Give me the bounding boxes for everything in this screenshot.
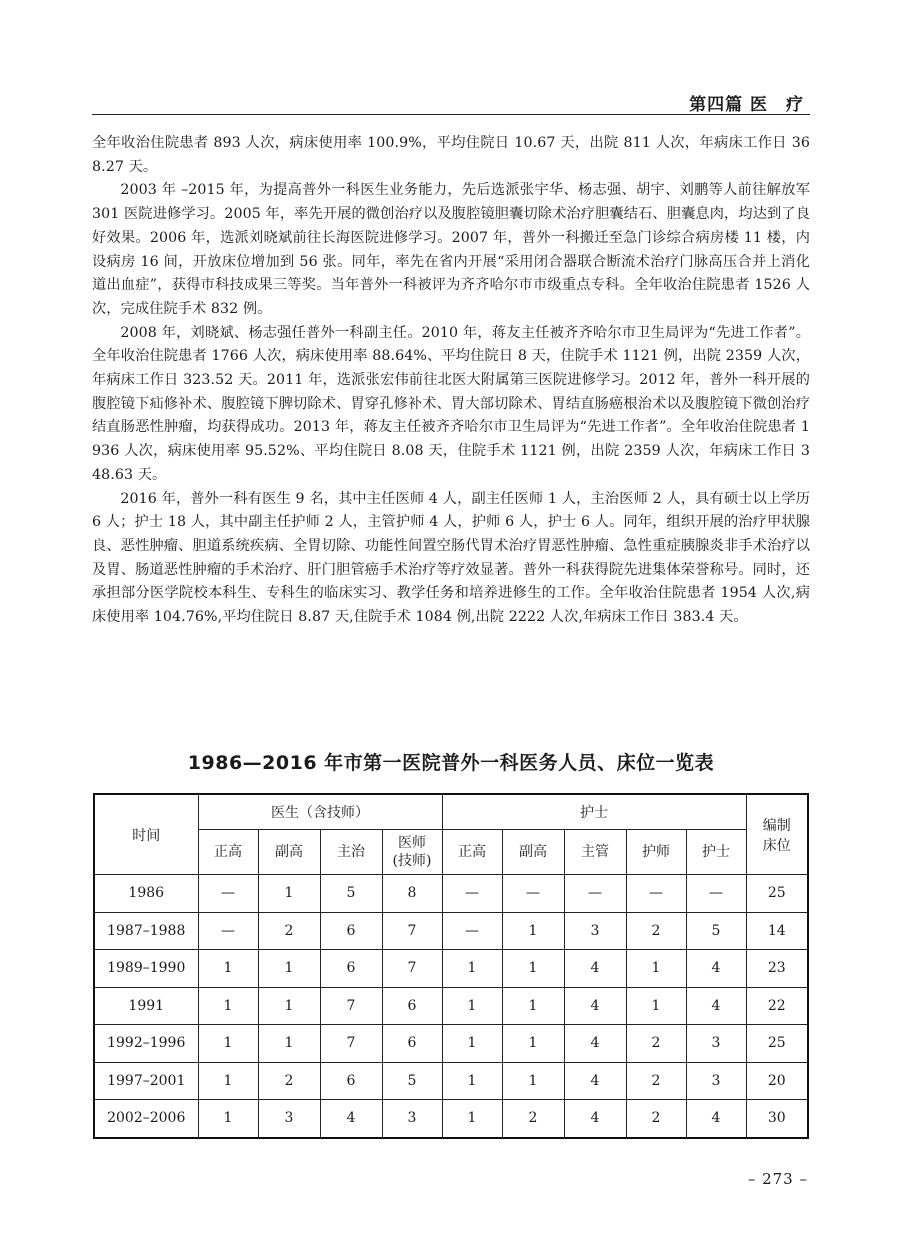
paragraph: 2003 年 –2015 年，为提高普外一科医生业务能力，先后选派张宇华、杨志强、胡宇、刘鹏等人前往解放军 301 医院进修学习。2005 年，率先开展的微创治疗以及腹腔镜胆囊切除术治疗胆囊结石、胆囊息肉，均达到了良好效果。2006 年，选派刘晓斌前往长海医院进修学习。2007 年，普外一科搬迁至急门诊综合病房楼 11 楼，内设病房 16 间，开放床位增加到 56 张。同年，率先在省内开展“采用闭合器联合断流术治疗门脉高压合并上消化道出血症”，获得市科技成果三等奖。当年普外一科被评为齐齐哈尔市市级重点专科。全年收治住院患者 1526 人次，完成住院手术 832 例。 xyxy=(92,182,810,317)
table-cell: 20 xyxy=(746,1062,808,1100)
paragraph: 2008 年，刘晓斌、杨志强任普外一科副主任。2010 年，蒋友主任被齐齐哈尔市卫生局评为“先进工作者”。全年收治住院患者 1766 人次，病床使用率 88.64%、平均住院日 8 天，住院手术 1121 例，出院 2359 人次，年病床工作日 323.52 天。2011 年，选派张宏伟前往北医大附属第三医院进修学习。2012 年，普外一科开展的腹腔镜下疝修补术、腹腔镜下脾切除术、胃穿孔修补术、胃大部切除术、胃结直肠癌根治术以及腹腔镜下微创治疗结直肠恶性肿瘤，均获得成功。2013 年，蒋友主任被齐齐哈尔市卫生局评为“先进工作者”。全年收治住院患者 1936 人次，病床使用率 95.52%、平均住院日 8.08 天，住院手术 1121 例，出院 2359 人次，年病床工作日 348.63 天。 xyxy=(92,324,810,483)
subheader-physician-line2: (技师) xyxy=(392,853,432,869)
table-cell-period: 1991 xyxy=(94,987,198,1025)
table-cell: 1 xyxy=(258,950,320,988)
table-cell: — xyxy=(564,875,626,913)
table-cell: 1 xyxy=(626,987,686,1025)
table-cell: 4 xyxy=(564,1025,626,1063)
table-cell: 3 xyxy=(382,1100,442,1138)
table-cell: 4 xyxy=(564,1100,626,1138)
table-cell: 2 xyxy=(626,1062,686,1100)
table-cell: 4 xyxy=(564,950,626,988)
table-cell: 1 xyxy=(502,912,564,950)
table-cell: 1 xyxy=(258,987,320,1025)
table-cell: 5 xyxy=(686,912,746,950)
table-row xyxy=(94,875,808,913)
table-cell: 6 xyxy=(320,1062,382,1100)
table-cell-period: 1997–2001 xyxy=(94,1062,198,1100)
table-cell: 2 xyxy=(258,912,320,950)
table-cell: 4 xyxy=(686,950,746,988)
table-cell: 3 xyxy=(564,912,626,950)
header-nurse: 护士 xyxy=(442,794,746,830)
table-cell: — xyxy=(442,875,502,913)
table-cell: 3 xyxy=(686,1062,746,1100)
table-cell: 6 xyxy=(382,1025,442,1063)
table-header-row xyxy=(94,794,808,830)
table-cell: 1 xyxy=(626,950,686,988)
table-cell: 2 xyxy=(258,1062,320,1100)
table-cell: 30 xyxy=(746,1100,808,1138)
table-cell: 1 xyxy=(198,1025,258,1063)
header-beds-line1: 编制 xyxy=(762,817,791,834)
table-cell: 3 xyxy=(258,1100,320,1138)
table-subheader-row xyxy=(94,830,808,875)
table-cell: 7 xyxy=(382,912,442,950)
table-cell: 1 xyxy=(442,950,502,988)
subheader-nurse-senior: 正高 xyxy=(442,830,502,875)
table-cell: 2 xyxy=(626,912,686,950)
table-cell: 25 xyxy=(746,875,808,913)
table-cell: 1 xyxy=(198,1062,258,1100)
table-cell: 1 xyxy=(198,987,258,1025)
table-cell: 7 xyxy=(320,1025,382,1063)
table-cell: — xyxy=(442,912,502,950)
header-beds xyxy=(746,794,808,875)
subheader-doctor-attending: 主治 xyxy=(320,830,382,875)
table-cell: 7 xyxy=(320,987,382,1025)
table-cell: — xyxy=(502,875,564,913)
table-body xyxy=(94,875,808,1138)
table-row xyxy=(94,1025,808,1063)
subheader-doctor-senior: 正高 xyxy=(198,830,258,875)
table-cell: 3 xyxy=(686,1025,746,1063)
paragraph: 2016 年，普外一科有医生 9 名，其中主任医师 4 人，副主任医师 1 人，主治医师 2 人，具有硕士以上学历 6 人；护士 18 人，其中副主任护师 2 人，主管护师 4 人，护师 6 人，护士 6 人。同年，组织开展的治疗甲状腺良、恶性肿瘤、胆道系统疾病、全胃切除、功能性间置空肠代胃术治疗胃恶性肿瘤、急性重症胰腺炎非手术治疗以及胃、肠道恶性肿瘤的手术治疗、肝门胆管癌手术治疗等疗效显著。普外一科获得院先进集体荣誉称号。同时，还承担部分医学院校本科生、专科生的临床实习、教学任务和培养进修生的工作。全年收治住院患者 1954 人次,病床使用率 104.76%,平均住院日 8.87 天,住院手术 1084 例,出院 2222 人次,年病床工作日 383.4 天。 xyxy=(92,490,810,626)
page-number: – 273 – xyxy=(747,1170,808,1188)
table-cell: 1 xyxy=(502,1062,564,1100)
body-text xyxy=(92,132,810,630)
table-row xyxy=(94,1100,808,1138)
table-row xyxy=(94,1062,808,1100)
table-cell: 8 xyxy=(382,875,442,913)
table-cell: 5 xyxy=(382,1062,442,1100)
table-row xyxy=(94,950,808,988)
section-title: 第四篇 医 疗 xyxy=(689,95,804,115)
table-cell: 25 xyxy=(746,1025,808,1063)
table-cell-period: 1987–1988 xyxy=(94,912,198,950)
table-cell: 1 xyxy=(442,1100,502,1138)
table-cell: 4 xyxy=(686,987,746,1025)
table-cell: 1 xyxy=(198,1100,258,1138)
table-cell-period: 2002–2006 xyxy=(94,1100,198,1138)
paragraph: 全年收治住院患者 893 人次，病床使用率 100.9%，平均住院日 10.67 天，出院 811 人次，年病床工作日 368.27 天。 xyxy=(92,135,810,175)
table-cell: 1 xyxy=(442,1062,502,1100)
table-row xyxy=(94,987,808,1025)
table-cell: 23 xyxy=(746,950,808,988)
table-cell: — xyxy=(198,875,258,913)
table-cell: 14 xyxy=(746,912,808,950)
table-cell: 1 xyxy=(258,875,320,913)
table-cell: 4 xyxy=(686,1100,746,1138)
table-cell: 1 xyxy=(502,1025,564,1063)
table-cell: 1 xyxy=(258,1025,320,1063)
table-cell-period: 1986 xyxy=(94,875,198,913)
subheader-nurse-supervisor: 主管 xyxy=(564,830,626,875)
table-cell: — xyxy=(626,875,686,913)
table-cell: 4 xyxy=(320,1100,382,1138)
table-cell: 6 xyxy=(320,912,382,950)
table-cell: 1 xyxy=(502,950,564,988)
table-cell: — xyxy=(198,912,258,950)
subheader-physician-line1: 医师 xyxy=(398,835,426,851)
table-cell-period: 1992–1996 xyxy=(94,1025,198,1063)
subheader-nurse-associate: 副高 xyxy=(502,830,564,875)
subheader-nurse: 护士 xyxy=(686,830,746,875)
table-cell: 4 xyxy=(564,987,626,1025)
table-cell: 1 xyxy=(502,987,564,1025)
staff-bed-table xyxy=(93,793,809,1139)
table-row xyxy=(94,912,808,950)
table-cell: 1 xyxy=(198,950,258,988)
table-cell: — xyxy=(686,875,746,913)
table-cell: 22 xyxy=(746,987,808,1025)
table-cell: 5 xyxy=(320,875,382,913)
subheader-doctor-associate: 副高 xyxy=(258,830,320,875)
table-cell: 1 xyxy=(442,987,502,1025)
table-cell: 2 xyxy=(502,1100,564,1138)
table-cell: 2 xyxy=(626,1025,686,1063)
table-cell: 1 xyxy=(442,1025,502,1063)
header-time: 时间 xyxy=(94,794,198,875)
header-beds-line2: 床位 xyxy=(762,837,791,854)
page-header xyxy=(92,88,810,115)
table-cell: 2 xyxy=(626,1100,686,1138)
table-cell: 6 xyxy=(382,987,442,1025)
table-cell: 6 xyxy=(320,950,382,988)
subheader-nurse-practitioner: 护师 xyxy=(626,830,686,875)
table-cell: 4 xyxy=(564,1062,626,1100)
subheader-doctor-physician xyxy=(382,830,442,875)
table-title: 1986—2016 年市第一医院普外一科医务人员、床位一览表 xyxy=(187,752,715,774)
header-doctor: 医生（含技师） xyxy=(198,794,442,830)
table-cell: 7 xyxy=(382,950,442,988)
table-cell-period: 1989–1990 xyxy=(94,950,198,988)
